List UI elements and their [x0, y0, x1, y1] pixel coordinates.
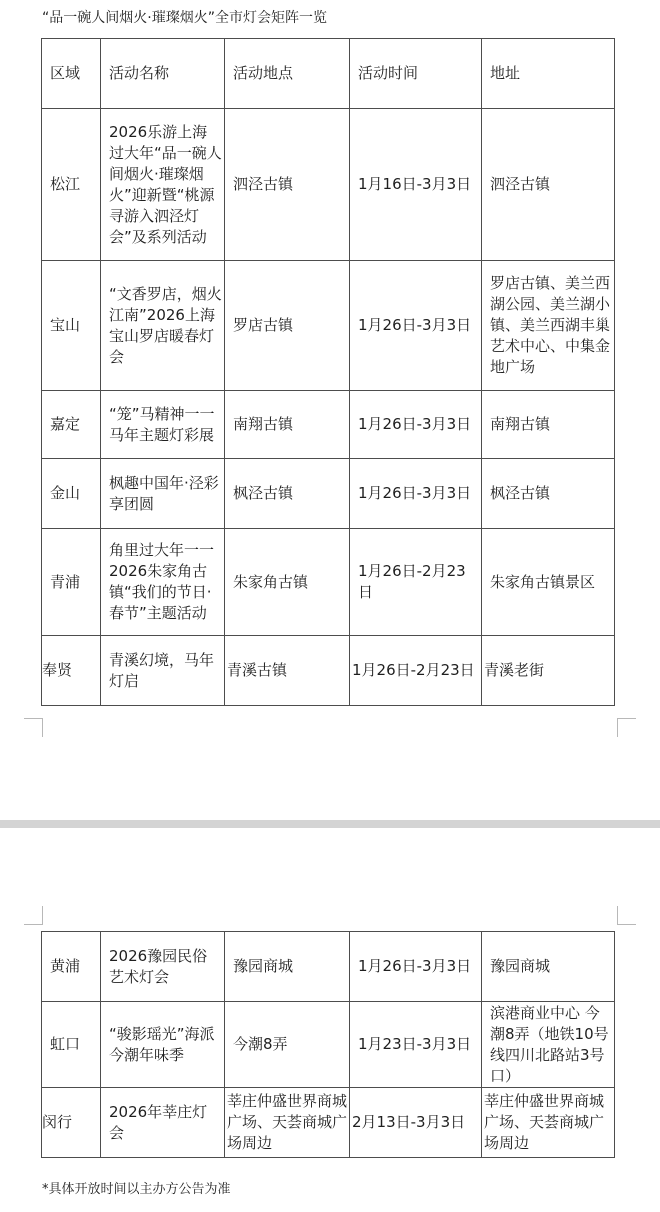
cell-dates: 1月26日-2月23日: [350, 529, 482, 636]
cell-dates: 1月26日-2月23日: [350, 636, 482, 706]
table-row: [42, 1002, 615, 1088]
cell-venue: 泗泾古镇: [225, 109, 350, 261]
cell-dates: 1月26日-3月3日: [350, 459, 482, 529]
header-cell-venue: 活动地点: [225, 39, 350, 109]
table-row: [42, 529, 615, 636]
table-row: [42, 391, 615, 459]
cell-district: 金山: [42, 459, 101, 529]
cell-address: 南翔古镇: [482, 391, 615, 459]
cell-dates: 1月16日-3月3日: [350, 109, 482, 261]
cell-address: 朱家角古镇景区: [482, 529, 615, 636]
cell-district: 松江: [42, 109, 101, 261]
cell-dates: 1月23日-3月3日: [350, 1002, 482, 1088]
cell-event-name: 2026乐游上海过大年“品一碗人间烟火·璀璨烟火”迎新暨“桃源寻游入泗泾灯会”及系列活动: [101, 109, 225, 261]
cell-address: 罗店古镇、美兰西湖公园、美兰湖小镇、美兰西湖丰巢艺术中心、中集金地广场: [482, 261, 615, 391]
cell-event-name: 2026年莘庄灯会: [101, 1088, 225, 1158]
header-cell-event-name: 活动名称: [101, 39, 225, 109]
cell-district: 虹口: [42, 1002, 101, 1088]
document-title: “品一碗人间烟火·璀璨烟火”全市灯会矩阵一览: [42, 10, 327, 26]
cell-district: 青浦: [42, 529, 101, 636]
header-cell-dates: 活动时间: [350, 39, 482, 109]
table-row: [42, 1088, 615, 1158]
table-row: [42, 261, 615, 391]
table-row: [42, 636, 615, 706]
page-corner-mark: [617, 718, 636, 737]
table-row: [42, 932, 615, 1002]
page-corner-mark: [24, 718, 43, 737]
page-corner-mark: [24, 906, 43, 925]
cell-venue: 南翔古镇: [225, 391, 350, 459]
cell-venue: 豫园商城: [225, 932, 350, 1002]
table-row: [42, 109, 615, 261]
page-corner-mark: [617, 906, 636, 925]
footnote: *具体开放时间以主办方公告为准: [42, 1182, 231, 1197]
cell-event-name: “骏影瑶光”海派今潮年味季: [101, 1002, 225, 1088]
header-cell-district: 区域: [42, 39, 101, 109]
cell-venue: 枫泾古镇: [225, 459, 350, 529]
lantern-fair-table-page-1: [41, 38, 615, 706]
cell-address: 枫泾古镇: [482, 459, 615, 529]
cell-address: 滨港商业中心 今潮8弄（地铁10号线四川北路站3号口）: [482, 1002, 615, 1088]
cell-venue: 朱家角古镇: [225, 529, 350, 636]
cell-dates: 1月26日-3月3日: [350, 261, 482, 391]
header-row: [42, 39, 615, 109]
cell-venue: 莘庄仲盛世界商城广场、天荟商城广场周边: [225, 1088, 350, 1158]
cell-dates: 2月13日-3月3日: [350, 1088, 482, 1158]
table-row: [42, 459, 615, 529]
cell-venue: 今潮8弄: [225, 1002, 350, 1088]
cell-district: 奉贤: [42, 636, 101, 706]
cell-venue: 青溪古镇: [225, 636, 350, 706]
cell-event-name: 青溪幻境，马年灯启: [101, 636, 225, 706]
cell-event-name: 2026豫园民俗艺术灯会: [101, 932, 225, 1002]
cell-address: 青溪老街: [482, 636, 615, 706]
cell-dates: 1月26日-3月3日: [350, 932, 482, 1002]
cell-address: 泗泾古镇: [482, 109, 615, 261]
cell-district: 闵行: [42, 1088, 101, 1158]
cell-address: 豫园商城: [482, 932, 615, 1002]
cell-event-name: 枫趣中国年·泾彩享团圆: [101, 459, 225, 529]
header-cell-address: 地址: [482, 39, 615, 109]
lantern-fair-table-page-2: [41, 931, 615, 1158]
cell-district: 嘉定: [42, 391, 101, 459]
cell-event-name: “笼”马精神一一马年主题灯彩展: [101, 391, 225, 459]
cell-event-name: 角里过大年一一2026朱家角古镇“我们的节日·春节”主题活动: [101, 529, 225, 636]
cell-dates: 1月26日-3月3日: [350, 391, 482, 459]
cell-event-name: “文香罗店，烟火江南”2026上海宝山罗店暖春灯会: [101, 261, 225, 391]
page-separator: [0, 820, 660, 828]
cell-venue: 罗店古镇: [225, 261, 350, 391]
cell-district: 宝山: [42, 261, 101, 391]
cell-address: 莘庄仲盛世界商城广场、天荟商城广场周边: [482, 1088, 615, 1158]
cell-district: 黄浦: [42, 932, 101, 1002]
